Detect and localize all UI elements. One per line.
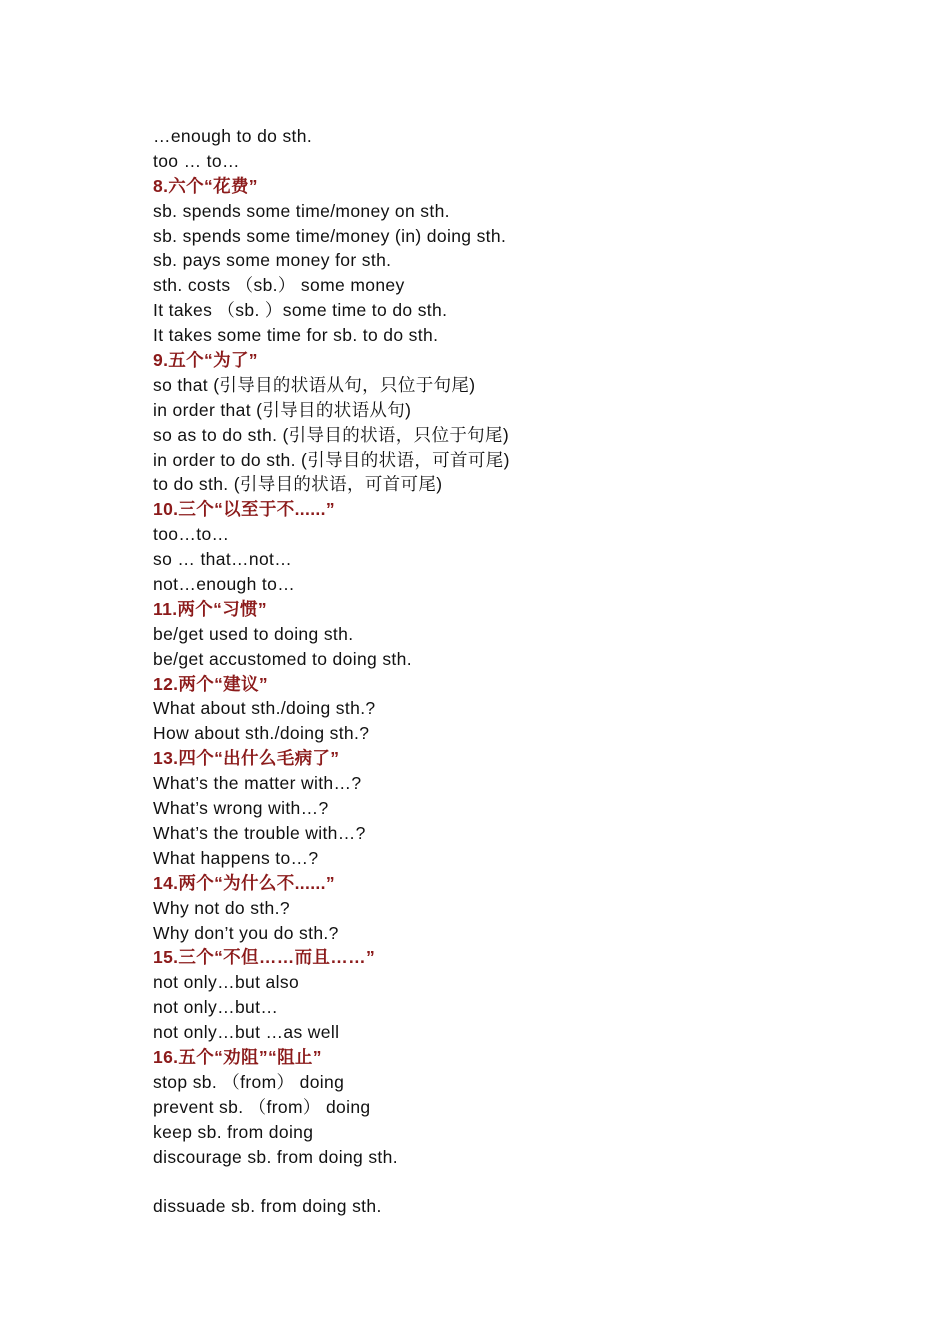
phrase-line: too … to… xyxy=(153,150,240,171)
phrase-line: discourage sb. from doing sth. xyxy=(153,1146,398,1167)
phrase-line: stop sb. （from） doing xyxy=(153,1071,345,1092)
phrase-line: keep sb. from doing xyxy=(153,1121,314,1142)
section-heading: 8.六个“花费” xyxy=(153,175,258,196)
phrase-line: sth. costs （sb.） some money xyxy=(153,275,405,296)
phrase-line: sb. pays some money for sth. xyxy=(153,250,392,271)
phrase-line: dissuade sb. from doing sth. xyxy=(153,1196,382,1217)
phrase-line: too…to… xyxy=(153,524,230,545)
section-heading: 13.四个“出什么毛病了” xyxy=(153,748,340,769)
section-heading: 16.五个“劝阻”“阻止” xyxy=(153,1046,322,1067)
phrase-line: in order that (引导目的状语从句) xyxy=(153,399,412,420)
phrase-line: What’s the matter with…? xyxy=(153,773,362,794)
phrase-line: so … that…not… xyxy=(153,549,293,570)
phrase-line: sb. spends some time/money (in) doing sth. xyxy=(153,225,507,246)
phrase-line: be/get used to doing sth. xyxy=(153,623,354,644)
phrase-line: so that (引导目的状语从句，只位于句尾) xyxy=(153,374,476,395)
phrase-line: be/get accustomed to doing sth. xyxy=(153,648,412,669)
phrase-line: not…enough to… xyxy=(153,574,296,595)
blank-line xyxy=(153,1169,873,1194)
phrase-line: What about sth./doing sth.? xyxy=(153,698,376,719)
section-heading: 11.两个“习惯” xyxy=(153,598,268,619)
phrase-line: prevent sb. （from） doing xyxy=(153,1096,371,1117)
phrase-line: …enough to do sth. xyxy=(153,126,313,146)
section-heading: 14.两个“为什么不......” xyxy=(153,872,335,893)
phrase-line: How about sth./doing sth.? xyxy=(153,723,370,744)
phrase-line: What’s wrong with…? xyxy=(153,798,329,819)
section-heading: 9.五个“为了” xyxy=(153,350,258,371)
phrase-line: It takes （sb. ）some time to do sth. xyxy=(153,300,448,321)
section-heading: 15.三个“不但……而且……” xyxy=(153,947,376,968)
phrase-line: not only…but also xyxy=(153,972,300,993)
phrase-line: not only…but… xyxy=(153,997,279,1018)
phrase-line: not only…but …as well xyxy=(153,1022,340,1043)
phrase-line: sb. spends some time/money on sth. xyxy=(153,200,450,221)
phrase-line: so as to do sth. (引导目的状语，只位于句尾) xyxy=(153,424,510,445)
section-heading: 10.三个“以至于不......” xyxy=(153,499,335,520)
phrase-line: to do sth. (引导目的状语，可首可尾) xyxy=(153,474,443,495)
section-heading: 12.两个“建议” xyxy=(153,673,268,694)
phrase-line: Why not do sth.? xyxy=(153,897,290,918)
document-page xyxy=(153,124,873,1219)
phrase-line: Why don’t you do sth.? xyxy=(153,922,339,943)
phrase-line: in order to do sth. (引导目的状语，可首可尾) xyxy=(153,449,510,470)
phrase-line: What happens to…? xyxy=(153,847,319,868)
phrase-line: It takes some time for sb. to do sth. xyxy=(153,325,439,346)
phrase-line: What’s the trouble with…? xyxy=(153,822,366,843)
